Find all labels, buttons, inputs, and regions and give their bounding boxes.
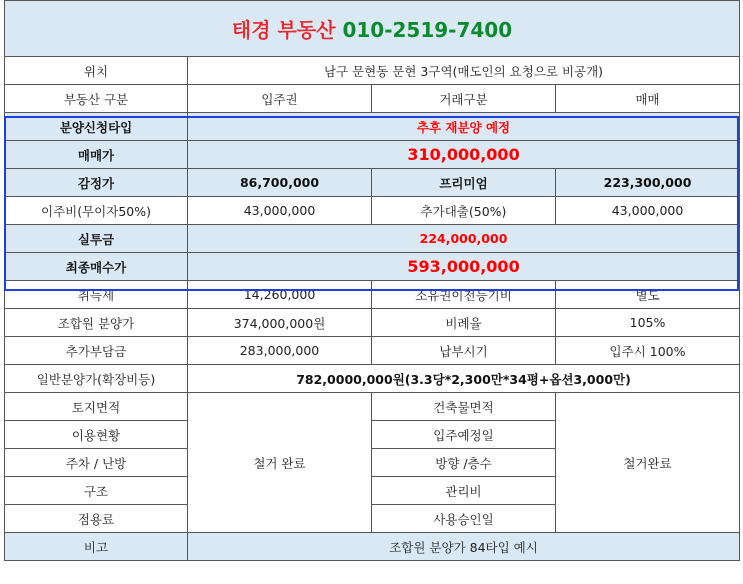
- appraisal-value: 86,700,000: [188, 169, 372, 197]
- payment-value: 입주시 100%: [556, 337, 740, 365]
- premium-value: 223,300,000: [556, 169, 740, 197]
- transfer-value: 별도: [556, 281, 740, 309]
- actual-investment-row: [5, 225, 740, 253]
- general-price-row: [5, 365, 740, 393]
- ratio-label: 비례율: [372, 309, 556, 337]
- trade-value: 매매: [556, 85, 740, 113]
- relocation-value: 43,000,000: [188, 197, 372, 225]
- transfer-label: 소유권이전등기비: [372, 281, 556, 309]
- actual-investment-label: 실투금: [5, 225, 188, 253]
- category-row: [5, 85, 740, 113]
- maintenance-fee-label: 관리비: [372, 477, 556, 505]
- sale-price-row: [5, 141, 740, 169]
- relocation-row: [5, 197, 740, 225]
- title-row: [5, 1, 740, 57]
- structure-label: 구조: [5, 477, 188, 505]
- remarks-label: 비고: [5, 533, 188, 561]
- title-cell: [5, 1, 740, 57]
- final-price-value: 593,000,000: [188, 253, 740, 281]
- sale-price-label: 매매가: [5, 141, 188, 169]
- actual-investment-value: 224,000,000: [188, 225, 740, 253]
- final-price-row: [5, 253, 740, 281]
- move-in-date-label: 입주예정일: [372, 421, 556, 449]
- extra-loan-label: 추가대출(50%): [372, 197, 556, 225]
- direction-floor-label: 방향 /층수: [372, 449, 556, 477]
- additional-charge-value: 283,000,000: [188, 337, 372, 365]
- acquisition-tax-row: [5, 281, 740, 309]
- trade-label: 거래구분: [372, 85, 556, 113]
- category-label: 부동산 구분: [5, 85, 188, 113]
- acquisition-tax-label: 취득세: [5, 281, 188, 309]
- member-price-row: [5, 309, 740, 337]
- demolition-status-left: 철거 완료: [188, 393, 372, 533]
- detail-row: [5, 393, 740, 421]
- appraisal-label: 감정가: [5, 169, 188, 197]
- sale-price-value: 310,000,000: [188, 141, 740, 169]
- location-label: 위치: [5, 57, 188, 85]
- member-price-label: 조합원 분양가: [5, 309, 188, 337]
- appraisal-row: [5, 169, 740, 197]
- general-price-value: 782,0000,000원(3.3당*2,300만*34평+옵션3,000만): [188, 365, 740, 393]
- additional-charge-row: [5, 337, 740, 365]
- company-name: 태경 부동산: [231, 18, 336, 42]
- additional-charge-label: 추가부담금: [5, 337, 188, 365]
- subscription-row: [5, 113, 740, 141]
- general-price-label: 일반분양가(확장비등): [5, 365, 188, 393]
- occupancy-fee-label: 점용료: [5, 505, 188, 533]
- premium-label: 프리미엄: [372, 169, 556, 197]
- acquisition-tax-value: 14,260,000: [188, 281, 372, 309]
- land-area-label: 토지면적: [5, 393, 188, 421]
- subscription-value: 추후 재분양 예정: [188, 113, 740, 141]
- remarks-row: [5, 533, 740, 561]
- remarks-value: 조합원 분양가 84타입 예시: [188, 533, 740, 561]
- parking-heating-label: 주차 / 난방: [5, 449, 188, 477]
- ratio-value: 105%: [556, 309, 740, 337]
- company-phone: 010-2519-7400: [342, 18, 513, 42]
- listing-table: [4, 0, 740, 561]
- demolition-status-right: 철거완료: [556, 393, 740, 533]
- subscription-label: 분양신청타입: [5, 113, 188, 141]
- location-row: [5, 57, 740, 85]
- approval-date-label: 사용승인일: [372, 505, 556, 533]
- final-price-label: 최종매수가: [5, 253, 188, 281]
- member-price-value: 374,000,000원: [188, 309, 372, 337]
- usage-status-label: 이용현황: [5, 421, 188, 449]
- extra-loan-value: 43,000,000: [556, 197, 740, 225]
- relocation-label: 이주비(무이자50%): [5, 197, 188, 225]
- building-area-label: 건축물면적: [372, 393, 556, 421]
- location-value: 남구 문현동 문현 3구역(매도인의 요청으로 비공개): [188, 57, 740, 85]
- category-value: 입주권: [188, 85, 372, 113]
- payment-label: 납부시기: [372, 337, 556, 365]
